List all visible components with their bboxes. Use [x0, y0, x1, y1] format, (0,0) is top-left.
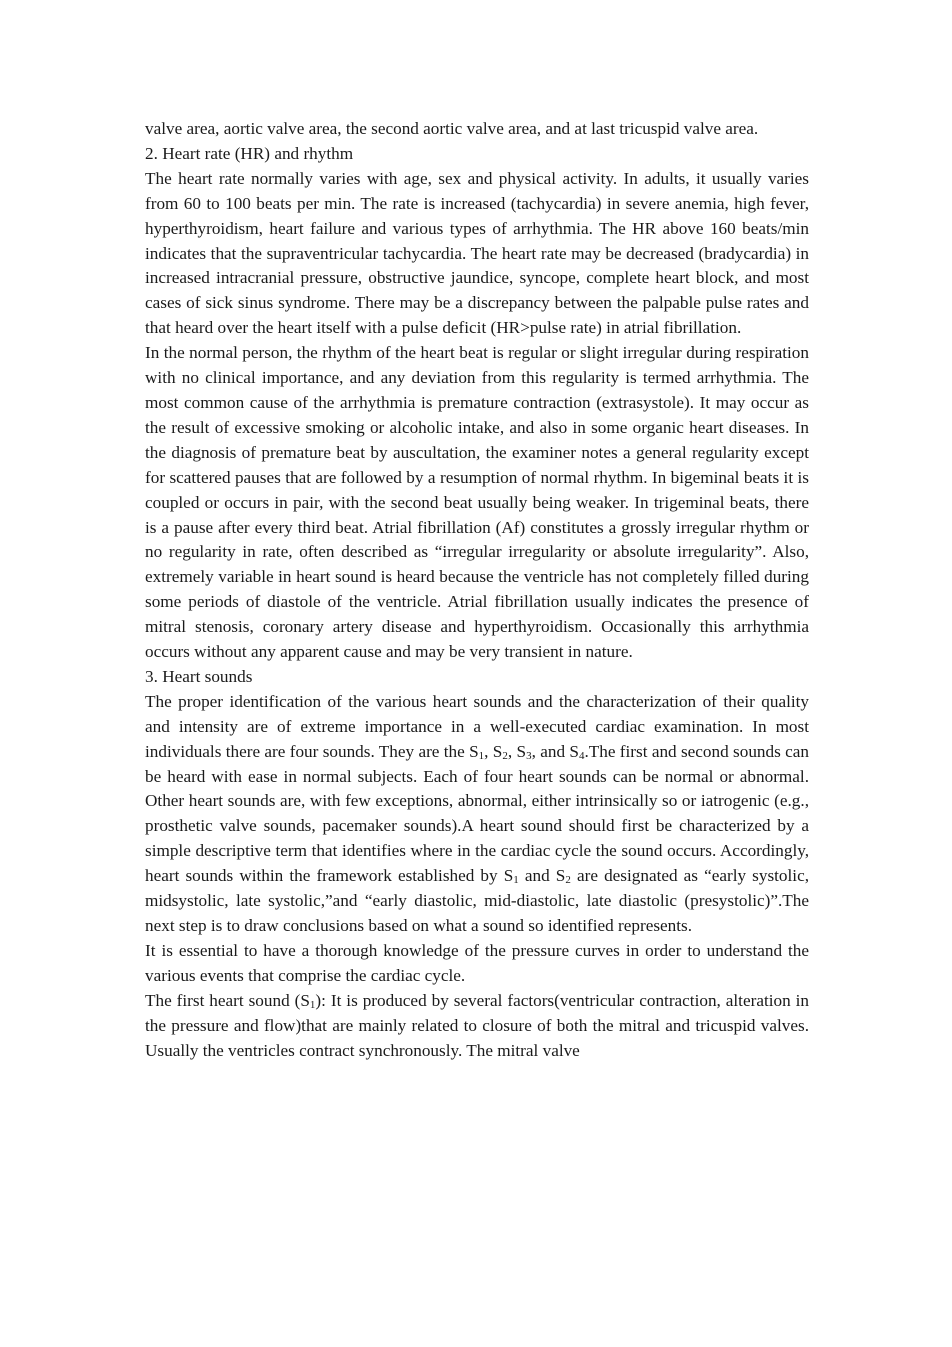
continuation-paragraph: valve area, aortic valve area, the second aortic valve area, and at last tricuspid valve area. [145, 119, 759, 138]
subscript: 1 [513, 874, 519, 887]
text-run: , and S [531, 741, 579, 761]
heart-rate-paragraph: The heart rate normally varies with age, sex and physical activity. In adults, it usually varies from 60 to 100 beats per min. The rate is increased (tachycardia) in severe anemia, high fever, hyperthyroidism, heart failure and various types of arrhythmia. The HR above 160 beats/min indicates that the supraventricular tachycardia. The heart rate may be decreased (bradycardia) in increased intracranial pressure, obstructive jaundice, syncope, complete heart block, and most cases of sick sinus syndrome. There may be a discrepancy between the palpable pulse rates and that heard over the heart itself with a pulse deficit (HR>pulse rate) in atrial fibrillation. [145, 168, 809, 338]
text-run: .The first and second sounds can be heard with ease in normal subjects. Each of four heart sounds can be normal or abnormal. Other heart sounds are, with few exceptions, abnormal, either intrinsically so or iatrogenic (e.g., prosthetic valve sounds, pacemaker sounds).A heart sound should first be characterized by a simple descriptive term that identifies where in the cardiac cycle the sound occurs. Accordingly, heart sounds within the framework established by S [145, 741, 809, 886]
subscript: 2 [565, 874, 571, 887]
text-run: , S [484, 741, 503, 761]
text-run: ): It is produced by several factors(ventricular contraction, alteration in the pressure and flow)that are mainly related to closure of both the mitral and tricuspid valves. Usually the ventricles contract synchronously. The mitral valve [145, 990, 809, 1060]
text-run: The first heart sound (S [145, 990, 310, 1010]
subscript: 4 [578, 749, 585, 762]
section-heading-heart-sounds: 3. Heart sounds [145, 666, 253, 686]
rhythm-paragraph: In the normal person, the rhythm of the heart beat is regular or slight irregular during respiration with no clinical importance, and any deviation from this regularity is termed arrhythmia. The most common cause of the arrhythmia is premature contraction (extrasystole). It may occur as the result of excessive smoking or alcoholic intake, and also in some organic heart diseases. In the diagnosis of premature beat by auscultation, the examiner notes a general regularity except for scattered pauses that are followed by a resumption of normal rhythm. In bigeminal beats it is coupled or occurs in pair, with the second beat usually being weaker. In trigeminal beats, there is a pause after every third beat. Atrial fibrillation (Af) constitutes a grossly irregular rhythm or no regularity in rate, often described as “irregular irregularity or absolute irregularity”. Also, extremely variable in heart sound is heard because the ventricle has not completely filled during some periods of diastole of the ventricle. Atrial fibrillation usually indicates the presence of mitral stenosis, coronary artery disease and hyperthyroidism. Occasionally this arrhythmia occurs without any apparent cause and may be very transient in nature. [145, 343, 809, 662]
document-page [145, 117, 809, 1063]
text-run: are designated as “early systolic, midsystolic, late systolic,”and “early diastolic, mid-diastolic, late diastolic (presystolic)”.The next step is to draw conclusions based on what a sound so identified represents. [145, 866, 809, 935]
subscript: 3 [526, 749, 532, 762]
first-heart-sound-paragraph [145, 989, 809, 1064]
text-run: , S [507, 741, 527, 761]
text-run: and S [518, 866, 566, 886]
section-heading-heart-rate: 2. Heart rate (HR) and rhythm [145, 143, 354, 163]
pressure-curves-paragraph: It is essential to have a thorough knowledge of the pressure curves in order to understand the various events that comprise the cardiac cycle. [145, 940, 809, 985]
subscript: 1 [478, 749, 485, 762]
subscript: 2 [502, 749, 508, 762]
heart-sounds-paragraph [145, 690, 809, 939]
subscript: 1 [309, 998, 316, 1011]
text-run: The proper identification of the various heart sounds and the characterization of their quality and intensity are of extreme importance in a well-executed cardiac examination. In most individuals there are four sounds. They are the S [145, 691, 809, 761]
